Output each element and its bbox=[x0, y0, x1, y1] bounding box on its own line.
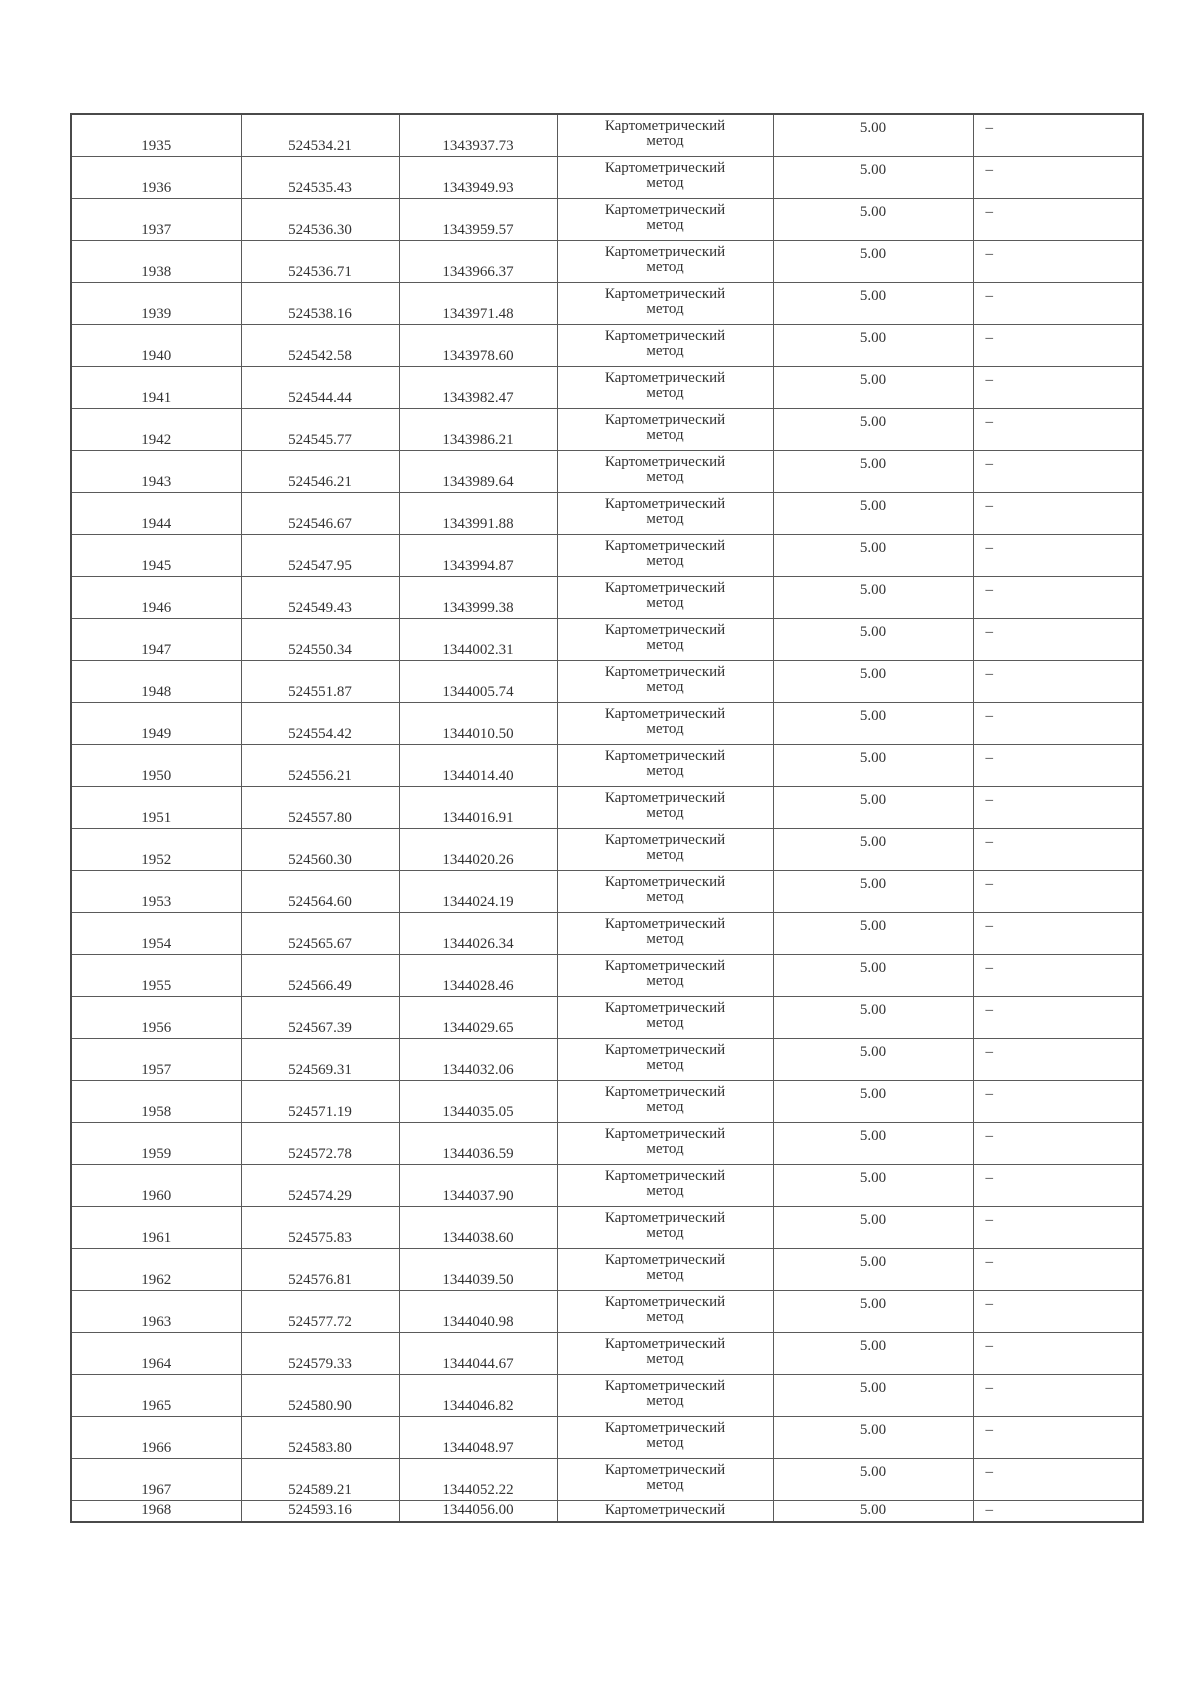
method-cell: Картометрический метод bbox=[557, 1206, 773, 1248]
point-number-cell: 1952 bbox=[71, 828, 241, 870]
x-coordinate-cell: 524544.44 bbox=[241, 366, 399, 408]
note-cell: – bbox=[973, 156, 1143, 198]
point-number-cell: 1954 bbox=[71, 912, 241, 954]
point-number-cell: 1938 bbox=[71, 240, 241, 282]
point-number-cell: 1958 bbox=[71, 1080, 241, 1122]
x-coordinate-cell: 524551.87 bbox=[241, 660, 399, 702]
method-cell: Картометрический метод bbox=[557, 324, 773, 366]
method-cell: Картометрический метод bbox=[557, 744, 773, 786]
y-coordinate-cell: 1344014.40 bbox=[399, 744, 557, 786]
note-cell: – bbox=[973, 576, 1143, 618]
table-row bbox=[71, 1122, 1143, 1164]
table-row bbox=[71, 786, 1143, 828]
table-row-last bbox=[71, 1500, 1143, 1522]
note-cell: – bbox=[973, 240, 1143, 282]
y-coordinate-cell: 1344029.65 bbox=[399, 996, 557, 1038]
y-coordinate-cell: 1343959.57 bbox=[399, 198, 557, 240]
table-row bbox=[71, 1290, 1143, 1332]
method-cell: Картометрический метод bbox=[557, 1290, 773, 1332]
y-coordinate-cell: 1344052.22 bbox=[399, 1458, 557, 1500]
point-number-cell: 1942 bbox=[71, 408, 241, 450]
method-cell: Картометрический метод bbox=[557, 1164, 773, 1206]
y-coordinate-cell: 1343999.38 bbox=[399, 576, 557, 618]
note-cell: – bbox=[973, 324, 1143, 366]
error-cell: 5.00 bbox=[773, 1164, 973, 1206]
table-row bbox=[71, 1164, 1143, 1206]
error-cell: 5.00 bbox=[773, 492, 973, 534]
point-number-cell: 1957 bbox=[71, 1038, 241, 1080]
x-coordinate-cell: 524567.39 bbox=[241, 996, 399, 1038]
table-row bbox=[71, 1206, 1143, 1248]
y-coordinate-cell: 1344016.91 bbox=[399, 786, 557, 828]
error-cell: 5.00 bbox=[773, 1038, 973, 1080]
table-row bbox=[71, 240, 1143, 282]
y-coordinate-cell: 1344037.90 bbox=[399, 1164, 557, 1206]
method-cell: Картометрический метод bbox=[557, 1122, 773, 1164]
x-coordinate-cell: 524538.16 bbox=[241, 282, 399, 324]
table-row bbox=[71, 1332, 1143, 1374]
point-number-cell: 1951 bbox=[71, 786, 241, 828]
error-cell: 5.00 bbox=[773, 954, 973, 996]
x-coordinate-cell: 524560.30 bbox=[241, 828, 399, 870]
method-cell: Картометрический метод bbox=[557, 1374, 773, 1416]
y-coordinate-cell: 1344005.74 bbox=[399, 660, 557, 702]
note-cell: – bbox=[973, 786, 1143, 828]
error-cell: 5.00 bbox=[773, 1206, 973, 1248]
error-cell: 5.00 bbox=[773, 1290, 973, 1332]
error-cell: 5.00 bbox=[773, 450, 973, 492]
error-cell: 5.00 bbox=[773, 660, 973, 702]
error-cell: 5.00 bbox=[773, 744, 973, 786]
table-row bbox=[71, 1248, 1143, 1290]
method-cell: Картометрический метод bbox=[557, 240, 773, 282]
note-cell: – bbox=[973, 954, 1143, 996]
x-coordinate-cell: 524583.80 bbox=[241, 1416, 399, 1458]
y-coordinate-cell: 1344039.50 bbox=[399, 1248, 557, 1290]
note-cell: – bbox=[973, 1374, 1143, 1416]
x-coordinate-cell: 524536.71 bbox=[241, 240, 399, 282]
x-coordinate-cell: 524574.29 bbox=[241, 1164, 399, 1206]
y-coordinate-cell: 1344044.67 bbox=[399, 1332, 557, 1374]
x-coordinate-cell: 524545.77 bbox=[241, 408, 399, 450]
point-number-cell: 1936 bbox=[71, 156, 241, 198]
y-coordinate-cell: 1344040.98 bbox=[399, 1290, 557, 1332]
method-cell: Картометрический метод bbox=[557, 366, 773, 408]
note-cell: – bbox=[973, 1248, 1143, 1290]
method-cell: Картометрический метод bbox=[557, 492, 773, 534]
y-coordinate-cell: 1343949.93 bbox=[399, 156, 557, 198]
error-cell: 5.00 bbox=[773, 1080, 973, 1122]
error-cell: 5.00 bbox=[773, 1500, 973, 1522]
point-number-cell: 1965 bbox=[71, 1374, 241, 1416]
method-cell: Картометрический метод bbox=[557, 1458, 773, 1500]
table-row bbox=[71, 1080, 1143, 1122]
y-coordinate-cell: 1344024.19 bbox=[399, 870, 557, 912]
method-cell: Картометрический метод bbox=[557, 1416, 773, 1458]
y-coordinate-cell: 1344032.06 bbox=[399, 1038, 557, 1080]
y-coordinate-cell: 1343994.87 bbox=[399, 534, 557, 576]
error-cell: 5.00 bbox=[773, 366, 973, 408]
error-cell: 5.00 bbox=[773, 618, 973, 660]
method-cell: Картометрический метод bbox=[557, 1080, 773, 1122]
point-number-cell: 1945 bbox=[71, 534, 241, 576]
note-cell: – bbox=[973, 1416, 1143, 1458]
error-cell: 5.00 bbox=[773, 828, 973, 870]
table-row bbox=[71, 1458, 1143, 1500]
y-coordinate-cell: 1344038.60 bbox=[399, 1206, 557, 1248]
x-coordinate-cell: 524564.60 bbox=[241, 870, 399, 912]
method-cell: Картометрический метод bbox=[557, 156, 773, 198]
table-row bbox=[71, 1374, 1143, 1416]
note-cell: – bbox=[973, 366, 1143, 408]
method-cell: Картометрический метод bbox=[557, 576, 773, 618]
note-cell: – bbox=[973, 1458, 1143, 1500]
error-cell: 5.00 bbox=[773, 1374, 973, 1416]
point-number-cell: 1937 bbox=[71, 198, 241, 240]
x-coordinate-cell: 524569.31 bbox=[241, 1038, 399, 1080]
error-cell: 5.00 bbox=[773, 1248, 973, 1290]
note-cell: – bbox=[973, 1080, 1143, 1122]
y-coordinate-cell: 1344010.50 bbox=[399, 702, 557, 744]
note-cell: – bbox=[973, 744, 1143, 786]
x-coordinate-cell: 524565.67 bbox=[241, 912, 399, 954]
x-coordinate-cell: 524589.21 bbox=[241, 1458, 399, 1500]
point-number-cell: 1940 bbox=[71, 324, 241, 366]
method-cell: Картометрический метод bbox=[557, 828, 773, 870]
x-coordinate-cell: 524556.21 bbox=[241, 744, 399, 786]
table-row bbox=[71, 1038, 1143, 1080]
x-coordinate-cell: 524534.21 bbox=[241, 114, 399, 156]
x-coordinate-cell: 524542.58 bbox=[241, 324, 399, 366]
table-row bbox=[71, 1416, 1143, 1458]
table-row bbox=[71, 660, 1143, 702]
note-cell: – bbox=[973, 1500, 1143, 1522]
method-cell: Картометрический метод bbox=[557, 450, 773, 492]
table-row bbox=[71, 744, 1143, 786]
error-cell: 5.00 bbox=[773, 240, 973, 282]
point-number-cell: 1961 bbox=[71, 1206, 241, 1248]
error-cell: 5.00 bbox=[773, 1332, 973, 1374]
table-row bbox=[71, 282, 1143, 324]
point-number-cell: 1950 bbox=[71, 744, 241, 786]
x-coordinate-cell: 524579.33 bbox=[241, 1332, 399, 1374]
x-coordinate-cell: 524576.81 bbox=[241, 1248, 399, 1290]
note-cell: – bbox=[973, 828, 1143, 870]
y-coordinate-cell: 1343937.73 bbox=[399, 114, 557, 156]
x-coordinate-cell: 524554.42 bbox=[241, 702, 399, 744]
method-cell: Картометрический метод bbox=[557, 198, 773, 240]
table-row bbox=[71, 576, 1143, 618]
error-cell: 5.00 bbox=[773, 786, 973, 828]
x-coordinate-cell: 524572.78 bbox=[241, 1122, 399, 1164]
x-coordinate-cell: 524549.43 bbox=[241, 576, 399, 618]
y-coordinate-cell: 1343986.21 bbox=[399, 408, 557, 450]
x-coordinate-cell: 524580.90 bbox=[241, 1374, 399, 1416]
error-cell: 5.00 bbox=[773, 576, 973, 618]
method-cell: Картометрический метод bbox=[557, 954, 773, 996]
point-number-cell: 1956 bbox=[71, 996, 241, 1038]
point-number-cell: 1964 bbox=[71, 1332, 241, 1374]
x-coordinate-cell: 524557.80 bbox=[241, 786, 399, 828]
table-row bbox=[71, 366, 1143, 408]
method-cell: Картометрический метод bbox=[557, 534, 773, 576]
point-number-cell: 1944 bbox=[71, 492, 241, 534]
error-cell: 5.00 bbox=[773, 408, 973, 450]
x-coordinate-cell: 524593.16 bbox=[241, 1500, 399, 1522]
note-cell: – bbox=[973, 912, 1143, 954]
note-cell: – bbox=[973, 282, 1143, 324]
y-coordinate-cell: 1344035.05 bbox=[399, 1080, 557, 1122]
y-coordinate-cell: 1344020.26 bbox=[399, 828, 557, 870]
y-coordinate-cell: 1343978.60 bbox=[399, 324, 557, 366]
x-coordinate-cell: 524535.43 bbox=[241, 156, 399, 198]
error-cell: 5.00 bbox=[773, 114, 973, 156]
table-row bbox=[71, 450, 1143, 492]
point-number-cell: 1935 bbox=[71, 114, 241, 156]
point-number-cell: 1959 bbox=[71, 1122, 241, 1164]
note-cell: – bbox=[973, 198, 1143, 240]
method-cell: Картометрический метод bbox=[557, 618, 773, 660]
note-cell: – bbox=[973, 996, 1143, 1038]
table-row bbox=[71, 198, 1143, 240]
point-number-cell: 1960 bbox=[71, 1164, 241, 1206]
table-row bbox=[71, 828, 1143, 870]
table-row bbox=[71, 912, 1143, 954]
error-cell: 5.00 bbox=[773, 534, 973, 576]
note-cell: – bbox=[973, 534, 1143, 576]
method-cell: Картометрический метод bbox=[557, 1332, 773, 1374]
point-number-cell: 1943 bbox=[71, 450, 241, 492]
note-cell: – bbox=[973, 492, 1143, 534]
table-row bbox=[71, 114, 1143, 156]
error-cell: 5.00 bbox=[773, 912, 973, 954]
point-number-cell: 1968 bbox=[71, 1500, 241, 1522]
y-coordinate-cell: 1344048.97 bbox=[399, 1416, 557, 1458]
point-number-cell: 1955 bbox=[71, 954, 241, 996]
table-row bbox=[71, 870, 1143, 912]
y-coordinate-cell: 1344046.82 bbox=[399, 1374, 557, 1416]
x-coordinate-cell: 524566.49 bbox=[241, 954, 399, 996]
table-row bbox=[71, 954, 1143, 996]
table-row bbox=[71, 156, 1143, 198]
table-row bbox=[71, 492, 1143, 534]
y-coordinate-cell: 1344028.46 bbox=[399, 954, 557, 996]
method-cell: Картометрический метод bbox=[557, 1038, 773, 1080]
method-cell: Картометрический метод bbox=[557, 660, 773, 702]
table-body bbox=[71, 114, 1143, 1522]
point-number-cell: 1962 bbox=[71, 1248, 241, 1290]
x-coordinate-cell: 524575.83 bbox=[241, 1206, 399, 1248]
table-row bbox=[71, 534, 1143, 576]
note-cell: – bbox=[973, 702, 1143, 744]
y-coordinate-cell: 1343982.47 bbox=[399, 366, 557, 408]
y-coordinate-cell: 1344026.34 bbox=[399, 912, 557, 954]
method-cell: Картометрический метод bbox=[557, 1248, 773, 1290]
error-cell: 5.00 bbox=[773, 1458, 973, 1500]
note-cell: – bbox=[973, 660, 1143, 702]
x-coordinate-cell: 524577.72 bbox=[241, 1290, 399, 1332]
note-cell: – bbox=[973, 1164, 1143, 1206]
document-page bbox=[70, 113, 1142, 1523]
method-cell: Картометрический метод bbox=[557, 912, 773, 954]
method-cell: Картометрический метод bbox=[557, 996, 773, 1038]
table-row bbox=[71, 618, 1143, 660]
error-cell: 5.00 bbox=[773, 996, 973, 1038]
x-coordinate-cell: 524550.34 bbox=[241, 618, 399, 660]
method-cell: Картометрический метод bbox=[557, 786, 773, 828]
method-cell: Картометрический метод bbox=[557, 408, 773, 450]
note-cell: – bbox=[973, 1290, 1143, 1332]
error-cell: 5.00 bbox=[773, 1416, 973, 1458]
point-number-cell: 1966 bbox=[71, 1416, 241, 1458]
note-cell: – bbox=[973, 870, 1143, 912]
point-number-cell: 1947 bbox=[71, 618, 241, 660]
y-coordinate-cell: 1343966.37 bbox=[399, 240, 557, 282]
note-cell: – bbox=[973, 1206, 1143, 1248]
method-cell: Картометрический метод bbox=[557, 282, 773, 324]
error-cell: 5.00 bbox=[773, 198, 973, 240]
note-cell: – bbox=[973, 1332, 1143, 1374]
method-cell: Картометрический метод bbox=[557, 114, 773, 156]
coordinates-table bbox=[70, 113, 1144, 1523]
x-coordinate-cell: 524546.67 bbox=[241, 492, 399, 534]
x-coordinate-cell: 524571.19 bbox=[241, 1080, 399, 1122]
point-number-cell: 1939 bbox=[71, 282, 241, 324]
y-coordinate-cell: 1344056.00 bbox=[399, 1500, 557, 1522]
point-number-cell: 1948 bbox=[71, 660, 241, 702]
error-cell: 5.00 bbox=[773, 324, 973, 366]
note-cell: – bbox=[973, 408, 1143, 450]
note-cell: – bbox=[973, 1122, 1143, 1164]
point-number-cell: 1941 bbox=[71, 366, 241, 408]
table-row bbox=[71, 324, 1143, 366]
point-number-cell: 1953 bbox=[71, 870, 241, 912]
error-cell: 5.00 bbox=[773, 282, 973, 324]
x-coordinate-cell: 524536.30 bbox=[241, 198, 399, 240]
y-coordinate-cell: 1344002.31 bbox=[399, 618, 557, 660]
note-cell: – bbox=[973, 114, 1143, 156]
x-coordinate-cell: 524547.95 bbox=[241, 534, 399, 576]
y-coordinate-cell: 1343989.64 bbox=[399, 450, 557, 492]
y-coordinate-cell: 1344036.59 bbox=[399, 1122, 557, 1164]
method-cell: Картометрический метод bbox=[557, 870, 773, 912]
y-coordinate-cell: 1343971.48 bbox=[399, 282, 557, 324]
error-cell: 5.00 bbox=[773, 156, 973, 198]
point-number-cell: 1963 bbox=[71, 1290, 241, 1332]
error-cell: 5.00 bbox=[773, 870, 973, 912]
point-number-cell: 1946 bbox=[71, 576, 241, 618]
error-cell: 5.00 bbox=[773, 1122, 973, 1164]
error-cell: 5.00 bbox=[773, 702, 973, 744]
method-cell: Картометрический bbox=[557, 1500, 773, 1522]
table-row bbox=[71, 702, 1143, 744]
table-row bbox=[71, 996, 1143, 1038]
method-cell: Картометрический метод bbox=[557, 702, 773, 744]
point-number-cell: 1967 bbox=[71, 1458, 241, 1500]
x-coordinate-cell: 524546.21 bbox=[241, 450, 399, 492]
note-cell: – bbox=[973, 618, 1143, 660]
note-cell: – bbox=[973, 450, 1143, 492]
point-number-cell: 1949 bbox=[71, 702, 241, 744]
note-cell: – bbox=[973, 1038, 1143, 1080]
table-row bbox=[71, 408, 1143, 450]
y-coordinate-cell: 1343991.88 bbox=[399, 492, 557, 534]
